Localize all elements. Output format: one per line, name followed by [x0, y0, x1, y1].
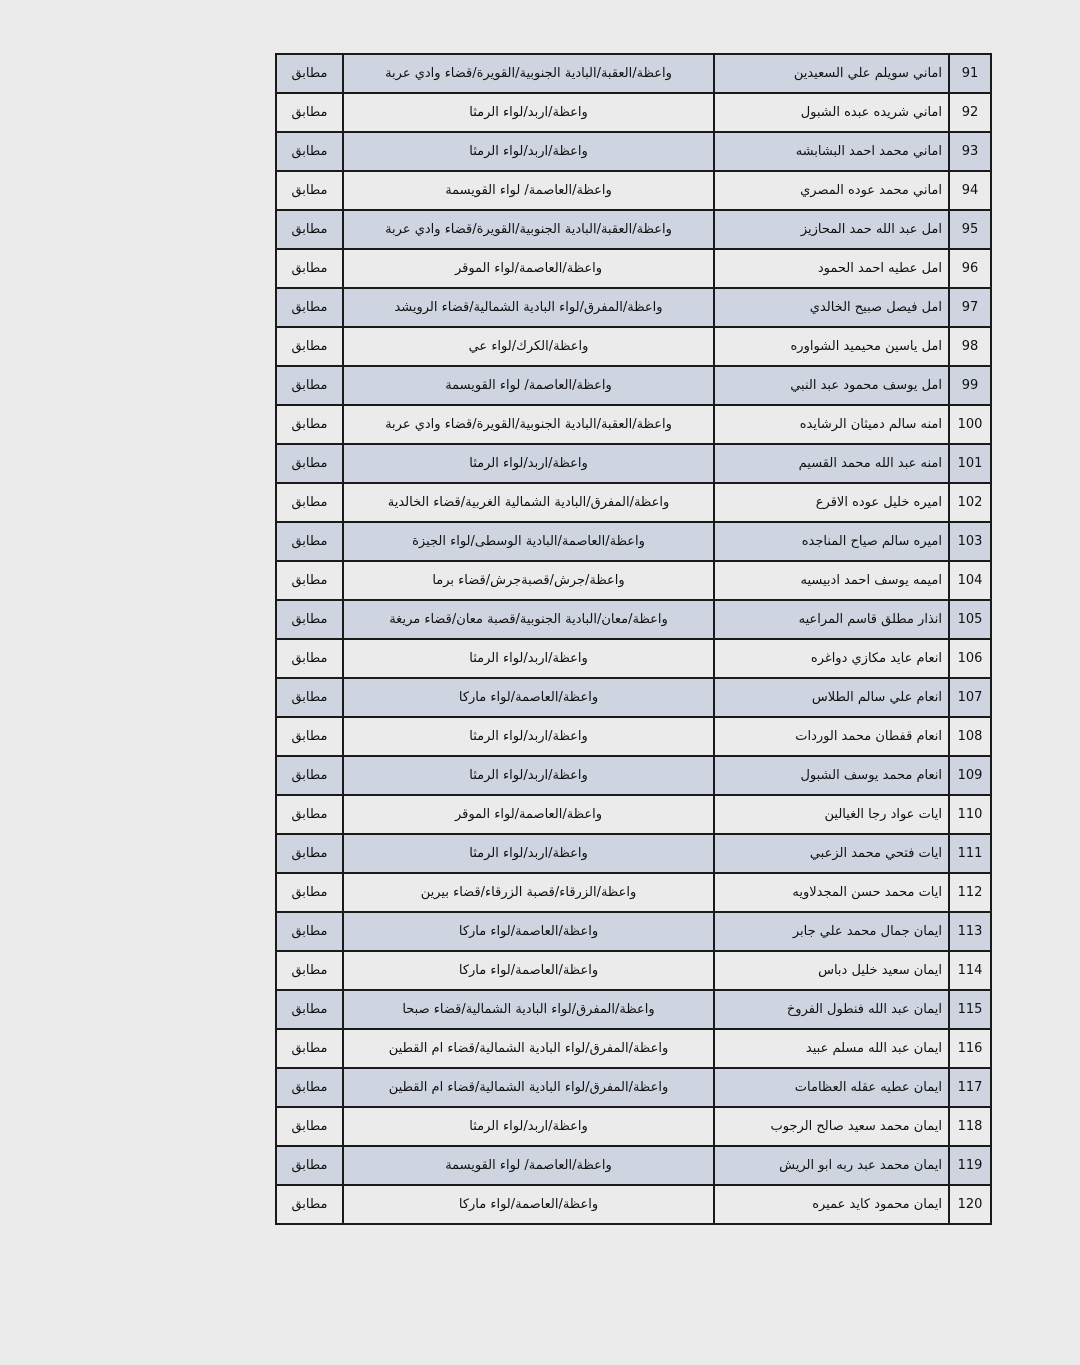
table-row — [276, 717, 991, 756]
assignment-location: واعظة/المفرق/لواء البادية الشمالية/قضاء ام القطين — [343, 1068, 714, 1107]
row-number: 108 — [949, 717, 991, 756]
assignment-location: واعظة/العاصمة/لواء ماركا — [343, 951, 714, 990]
assignment-location: واعظة/العاصمة/البادية الوسطى/لواء الجيزة — [343, 522, 714, 561]
assignment-location: واعظة/الكرك/لواء عي — [343, 327, 714, 366]
table-row — [276, 834, 991, 873]
person-name: اميره سالم صياح المناجده — [714, 522, 949, 561]
row-number: 91 — [949, 54, 991, 93]
person-name: انعام عايد مكازي دواغره — [714, 639, 949, 678]
assignment-location: واعظة/المفرق/لواء البادية الشمالية/قضاء ام القطين — [343, 1029, 714, 1068]
match-status: مطابق — [276, 132, 343, 171]
table-row — [276, 1146, 991, 1185]
row-number: 100 — [949, 405, 991, 444]
person-name: اماني محمد عوده المصري — [714, 171, 949, 210]
person-name: اميره خليل عوده الاقرع — [714, 483, 949, 522]
match-status: مطابق — [276, 717, 343, 756]
row-number: 116 — [949, 1029, 991, 1068]
table-row — [276, 990, 991, 1029]
row-number: 105 — [949, 600, 991, 639]
match-status: مطابق — [276, 366, 343, 405]
match-status: مطابق — [276, 210, 343, 249]
assignment-location: واعظة/العاصمة/لواء ماركا — [343, 678, 714, 717]
row-number: 99 — [949, 366, 991, 405]
person-name: انعام قفطان محمد الوردات — [714, 717, 949, 756]
row-number: 119 — [949, 1146, 991, 1185]
row-number: 114 — [949, 951, 991, 990]
person-name: اميمه يوسف احمد ادبيسيه — [714, 561, 949, 600]
assignment-location: واعظة/اربد/لواء الرمثا — [343, 132, 714, 171]
table-row — [276, 639, 991, 678]
row-number: 104 — [949, 561, 991, 600]
row-number: 98 — [949, 327, 991, 366]
assignment-location: واعظة/معان/البادية الجنوبية/قصبة معان/قضاء مريغة — [343, 600, 714, 639]
row-number: 101 — [949, 444, 991, 483]
assignment-location: واعظة/اربد/لواء الرمثا — [343, 756, 714, 795]
row-number: 117 — [949, 1068, 991, 1107]
assignment-location: واعظة/العاصمة/لواء ماركا — [343, 1185, 714, 1224]
table-row — [276, 132, 991, 171]
assignment-location: واعظة/العاصمة/ لواء القويسمة — [343, 1146, 714, 1185]
table-row — [276, 1029, 991, 1068]
assignment-location: واعظة/العاصمة/ لواء القويسمة — [343, 366, 714, 405]
row-number: 103 — [949, 522, 991, 561]
row-number: 112 — [949, 873, 991, 912]
match-status: مطابق — [276, 249, 343, 288]
assignment-location: واعظة/المفرق/البادية الشمالية الغربية/قضاء الخالدية — [343, 483, 714, 522]
row-number: 95 — [949, 210, 991, 249]
match-status: مطابق — [276, 1185, 343, 1224]
match-status: مطابق — [276, 600, 343, 639]
row-number: 102 — [949, 483, 991, 522]
person-name: امل عبد الله حمد المحازيز — [714, 210, 949, 249]
match-status: مطابق — [276, 1107, 343, 1146]
match-status: مطابق — [276, 171, 343, 210]
table-row — [276, 366, 991, 405]
table-row — [276, 93, 991, 132]
person-name: امل عطيه احمد الحمود — [714, 249, 949, 288]
table-row — [276, 405, 991, 444]
row-number: 92 — [949, 93, 991, 132]
assignment-location: واعظة/العقبة/البادية الجنوبية/القويرة/قضاء وادي عربة — [343, 405, 714, 444]
assignment-location: واعظة/العاصمة/لواء ماركا — [343, 912, 714, 951]
assignment-location: واعظة/العاصمة/ لواء القويسمة — [343, 171, 714, 210]
table-row — [276, 912, 991, 951]
match-status: مطابق — [276, 561, 343, 600]
assignment-location: واعظة/اربد/لواء الرمثا — [343, 444, 714, 483]
match-status: مطابق — [276, 756, 343, 795]
assignment-location: واعظة/المفرق/لواء البادية الشمالية/قضاء صبحا — [343, 990, 714, 1029]
person-name: ايات فتحي محمد الزعبي — [714, 834, 949, 873]
match-status: مطابق — [276, 795, 343, 834]
row-number: 107 — [949, 678, 991, 717]
assignment-location: واعظة/العقبة/البادية الجنوبية/القويرة/قضاء وادي عربة — [343, 54, 714, 93]
row-number: 118 — [949, 1107, 991, 1146]
table-row — [276, 249, 991, 288]
assignment-location: واعظة/جرش/قصبةجرش/قضاء برما — [343, 561, 714, 600]
match-status: مطابق — [276, 522, 343, 561]
person-name: ايمان سعيد خليل دباس — [714, 951, 949, 990]
assignment-location: واعظة/اربد/لواء الرمثا — [343, 1107, 714, 1146]
row-number: 96 — [949, 249, 991, 288]
match-status: مطابق — [276, 912, 343, 951]
table-row — [276, 327, 991, 366]
match-status: مطابق — [276, 1068, 343, 1107]
roster-table — [275, 53, 992, 1225]
person-name: امنه سالم دميثان الرشايده — [714, 405, 949, 444]
table-row — [276, 600, 991, 639]
person-name: انعام علي سالم الطلاس — [714, 678, 949, 717]
match-status: مطابق — [276, 834, 343, 873]
person-name: امل فيصل صبيح الخالدي — [714, 288, 949, 327]
assignment-location: واعظة/اربد/لواء الرمثا — [343, 639, 714, 678]
row-number: 111 — [949, 834, 991, 873]
row-number: 94 — [949, 171, 991, 210]
match-status: مطابق — [276, 93, 343, 132]
match-status: مطابق — [276, 483, 343, 522]
table-row — [276, 210, 991, 249]
table-row — [276, 171, 991, 210]
match-status: مطابق — [276, 951, 343, 990]
table-row — [276, 522, 991, 561]
row-number: 113 — [949, 912, 991, 951]
match-status: مطابق — [276, 288, 343, 327]
row-number: 106 — [949, 639, 991, 678]
table-row — [276, 1068, 991, 1107]
person-name: اماني سويلم علي السعيدين — [714, 54, 949, 93]
table-row — [276, 756, 991, 795]
table-row — [276, 288, 991, 327]
person-name: اماني محمد احمد البشابشه — [714, 132, 949, 171]
person-name: ايمان عطيه عقله العظامات — [714, 1068, 949, 1107]
person-name: ايمان عبد الله مسلم عبيد — [714, 1029, 949, 1068]
person-name: ايمان عبد الله فنطول الفروخ — [714, 990, 949, 1029]
assignment-location: واعظة/العاصمة/لواء الموقر — [343, 795, 714, 834]
assignment-location: واعظة/المفرق/لواء البادية الشمالية/قضاء الرويشد — [343, 288, 714, 327]
person-name: ايمان محمد سعيد صالح الرجوب — [714, 1107, 949, 1146]
table-row — [276, 483, 991, 522]
person-name: ايات محمد حسن المجدلاويه — [714, 873, 949, 912]
table-row — [276, 561, 991, 600]
table-row — [276, 1107, 991, 1146]
person-name: ايمان محمود كايد عميره — [714, 1185, 949, 1224]
assignment-location: واعظة/العقبة/البادية الجنوبية/القويرة/قضاء وادي عربة — [343, 210, 714, 249]
match-status: مطابق — [276, 405, 343, 444]
match-status: مطابق — [276, 54, 343, 93]
match-status: مطابق — [276, 639, 343, 678]
row-number: 110 — [949, 795, 991, 834]
person-name: امل يوسف محمود عبد النبي — [714, 366, 949, 405]
assignment-location: واعظة/اربد/لواء الرمثا — [343, 834, 714, 873]
match-status: مطابق — [276, 327, 343, 366]
person-name: ايمان جمال محمد علي جابر — [714, 912, 949, 951]
match-status: مطابق — [276, 873, 343, 912]
row-number: 115 — [949, 990, 991, 1029]
match-status: مطابق — [276, 990, 343, 1029]
match-status: مطابق — [276, 444, 343, 483]
assignment-location: واعظة/الزرقاء/قصبة الزرقاء/قضاء بيرين — [343, 873, 714, 912]
person-name: اماني شريده عبده الشبول — [714, 93, 949, 132]
person-name: ايات عواد رجا الغيالين — [714, 795, 949, 834]
table-row — [276, 873, 991, 912]
table-row — [276, 444, 991, 483]
person-name: انعام محمد يوسف الشبول — [714, 756, 949, 795]
row-number: 93 — [949, 132, 991, 171]
match-status: مطابق — [276, 1029, 343, 1068]
person-name: انذار مطلق قاسم المراعيه — [714, 600, 949, 639]
assignment-location: واعظة/اربد/لواء الرمثا — [343, 717, 714, 756]
assignment-location: واعظة/اربد/لواء الرمثا — [343, 93, 714, 132]
row-number: 97 — [949, 288, 991, 327]
table-row — [276, 678, 991, 717]
person-name: امنه عبد الله محمد القسيم — [714, 444, 949, 483]
person-name: امل ياسين محيميد الشواوره — [714, 327, 949, 366]
table-row — [276, 951, 991, 990]
table-row — [276, 54, 991, 93]
table-row — [276, 1185, 991, 1224]
row-number: 109 — [949, 756, 991, 795]
roster-body — [276, 54, 991, 1224]
match-status: مطابق — [276, 678, 343, 717]
row-number: 120 — [949, 1185, 991, 1224]
person-name: ايمان محمد عبد ربه ابو الريش — [714, 1146, 949, 1185]
match-status: مطابق — [276, 1146, 343, 1185]
assignment-location: واعظة/العاصمة/لواء الموقر — [343, 249, 714, 288]
table-row — [276, 795, 991, 834]
